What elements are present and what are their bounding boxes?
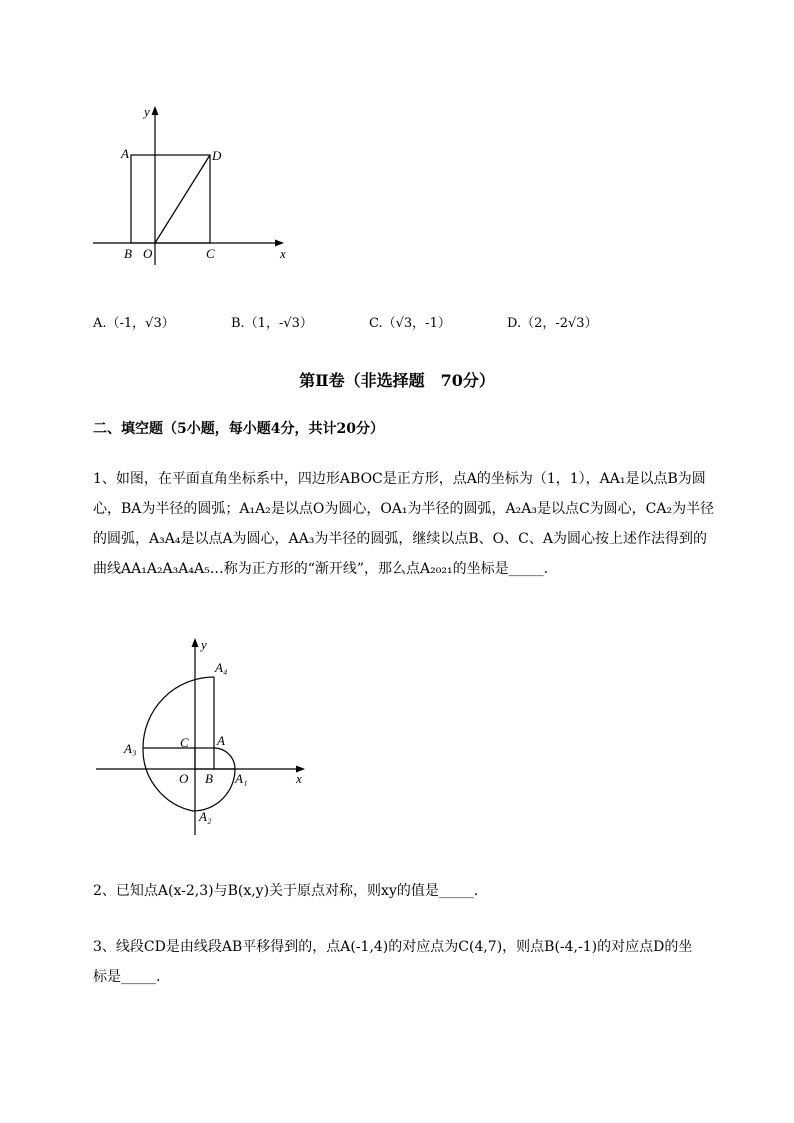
option-c[interactable]: C.（√3，-1） [369, 316, 451, 331]
question-1-line: 1、如图，在平面直角坐标系中，四边形ABOC是正方形，点A的坐标为（1，1），AA₁是以点B为圆 [93, 471, 706, 487]
label-x: x [280, 246, 286, 261]
rectangle-abcd [131, 155, 210, 243]
label-a3: A₃ [124, 741, 137, 756]
section-title: 第Ⅱ卷（非选择题 70分） [299, 371, 495, 390]
label-b: B [205, 771, 213, 786]
question-1 [93, 464, 753, 584]
label-o: O [179, 771, 189, 786]
label-y: y [201, 637, 207, 652]
label-a: A [121, 146, 129, 161]
label-b: B [124, 246, 132, 261]
part-heading: 二、填空题（5小题，每小题4分，共计20分） [93, 421, 384, 437]
figure-1-diagram [88, 100, 298, 270]
option-a[interactable]: A.（-1，√3） [93, 316, 175, 331]
label-a4: A₄ [215, 660, 228, 675]
question-3-line: 3、线段CD是由线段AB平移得到的，点A(-1,4)的对应点为C(4,7)，则点B(-4,-1)的对应点D的坐 [93, 939, 693, 955]
label-a: A [217, 733, 225, 748]
y-axis-arrow [192, 638, 199, 647]
label-y: y [144, 104, 150, 119]
question-1-line: 的圆弧，A₃A₄是以点A为圆心，AA₃为半径的圆弧，继续以点B、O、C、A为圆心按上述作法得到的 [93, 531, 707, 547]
option-d[interactable]: D.（2，-2√3） [507, 316, 598, 331]
label-c: C [206, 246, 215, 261]
figure-2-diagram [90, 630, 315, 845]
square-abo-c [195, 748, 214, 769]
answer-options [93, 312, 743, 332]
question-2-line: 2、已知点A(x-2,3)与B(x,y)关于原点对称，则xy的值是_____. [93, 883, 479, 899]
segment-od [155, 155, 210, 243]
label-x: x [296, 771, 302, 786]
question-3 [93, 932, 753, 992]
label-a1: A₁ [235, 771, 248, 786]
question-2 [93, 876, 753, 906]
question-1-line: 曲线AA₁A₂A₃A₄A₅…称为正方形的“渐开线”，那么点A₂₀₂₁的坐标是_____. [93, 561, 549, 577]
question-1-line: 心，BA为半径的圆弧；A₁A₂是以点O为圆心，OA₁为半径的圆弧，A₂A₃是以点C为圆心，CA₂为半径 [93, 501, 715, 517]
label-o: O [143, 246, 153, 261]
y-axis-arrow [152, 106, 159, 115]
label-a2: A₂ [199, 809, 212, 824]
option-b[interactable]: B.（1，-√3） [231, 316, 313, 331]
label-c: C [180, 735, 189, 750]
question-3-line: 标是_____. [93, 969, 161, 985]
label-d: D [212, 148, 222, 163]
